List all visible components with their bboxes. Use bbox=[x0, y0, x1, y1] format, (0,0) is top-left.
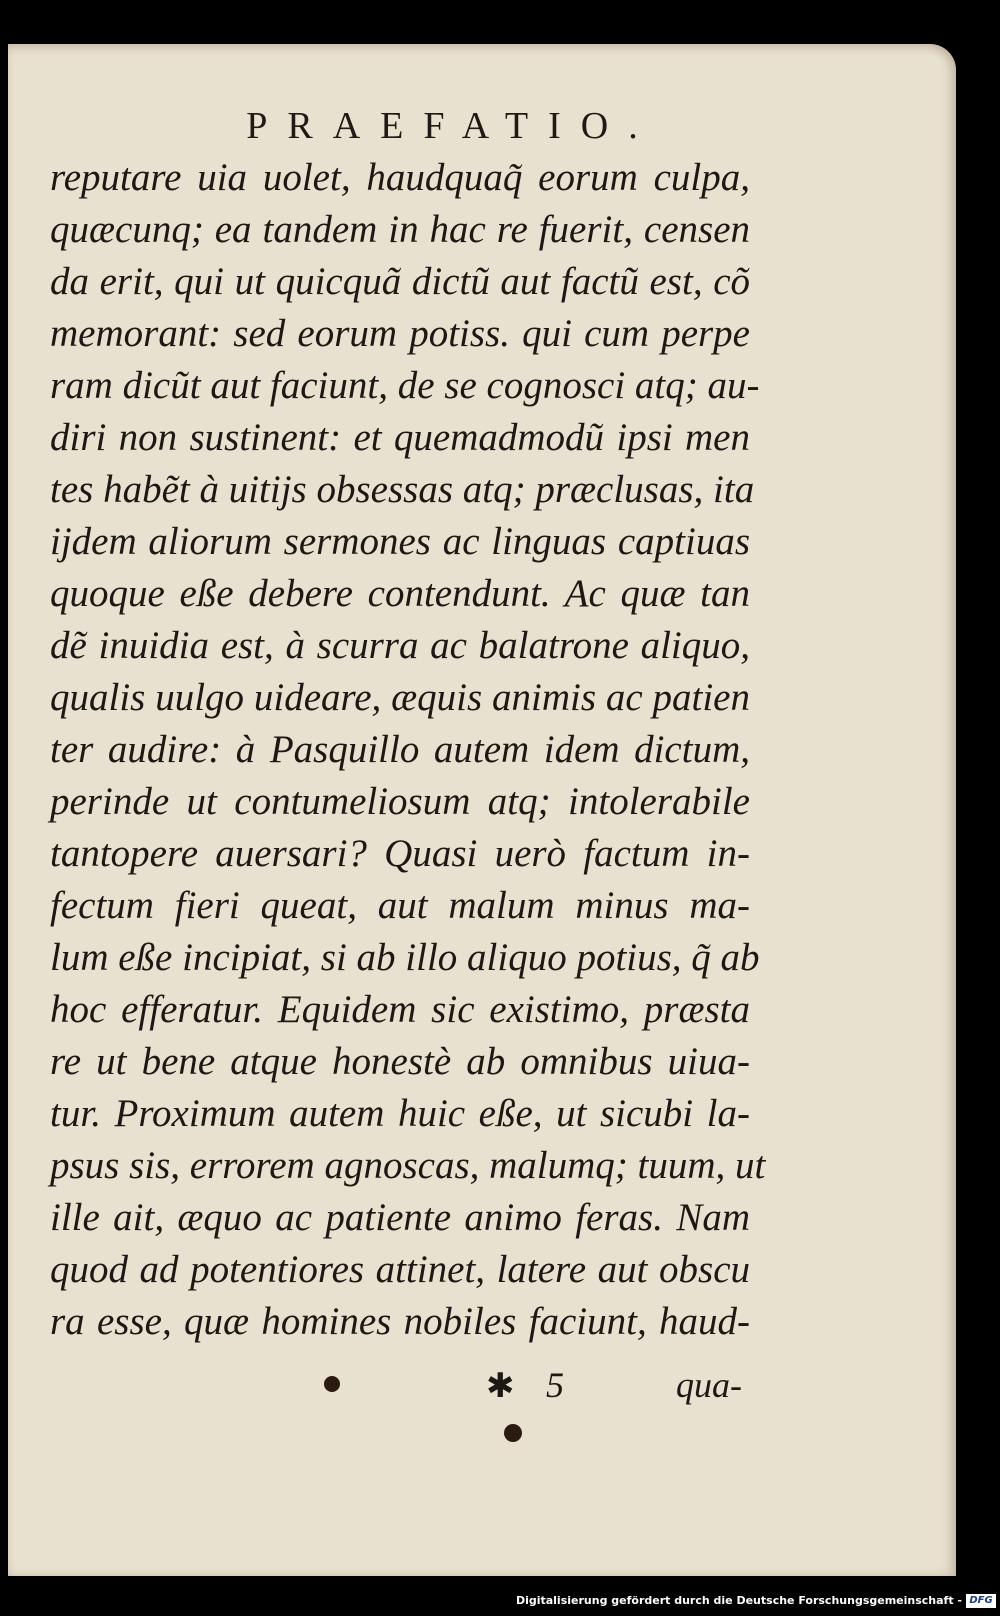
ink-dot bbox=[324, 1376, 340, 1392]
body-text bbox=[50, 152, 766, 1348]
book-page bbox=[8, 44, 956, 1576]
text-line: ijdem aliorum sermones ac linguas captiuas bbox=[50, 520, 750, 563]
text-line: lum eße incipiat, si ab illo aliquo potius, q̃ ab bbox=[50, 936, 760, 979]
text-line: tantopere auersari? Quasi uerò factum in- bbox=[50, 832, 750, 875]
signature-mark: ✱ bbox=[486, 1368, 515, 1405]
catchword: qua- bbox=[676, 1365, 742, 1405]
text-line: quoque eße debere contendunt. Ac quæ tan bbox=[50, 572, 750, 615]
text-line: quæcunq; ea tandem in hac re fuerit, censen bbox=[50, 208, 750, 251]
text-line: tur. Proximum autem huic eße, ut sicubi la- bbox=[50, 1092, 750, 1135]
text-line: re ut bene atque honestè ab omnibus uiua- bbox=[50, 1040, 750, 1083]
text-line: memorant: sed eorum potiss. qui cum perpe bbox=[50, 312, 750, 355]
text-line: reputare uia uolet, haudquaq̃ eorum culpa, bbox=[50, 156, 750, 199]
text-line: ram dicũt aut faciunt, de se cognosci atq; au- bbox=[50, 364, 760, 407]
text-line: ra esse, quæ homines nobiles faciunt, haud- bbox=[50, 1300, 750, 1343]
text-line: ille ait, æquo ac patiente animo feras. Nam bbox=[50, 1196, 750, 1239]
text-line: diri non sustinent: et quemadmodũ ipsi men bbox=[50, 416, 750, 459]
text-line: quod ad potentiores attinet, latere aut obscu bbox=[50, 1248, 750, 1291]
dfg-logo: DFG bbox=[966, 1594, 996, 1608]
text-line: ter audire: à Pasquillo autem idem dictum, bbox=[50, 728, 750, 771]
text-line: psus sis, errorem agnoscas, malumq; tuum, ut bbox=[50, 1144, 766, 1187]
text-line: perinde ut contumeliosum atq; intolerabile bbox=[50, 780, 750, 823]
credit-bar bbox=[0, 1590, 1000, 1616]
text-line: dẽ inuidia est, à scurra ac balatrone aliquo, bbox=[50, 624, 750, 667]
text-line: tes habẽt à uitijs obsessas atq; præclusas, ita bbox=[50, 468, 755, 511]
ink-dot bbox=[504, 1424, 522, 1442]
funding-credit: Digitalisierung gefördert durch die Deutsche Forschungsgemeinschaft - bbox=[515, 1594, 962, 1607]
page-footer bbox=[8, 1362, 956, 1422]
text-line: fectum fieri queat, aut malum minus ma- bbox=[50, 884, 750, 927]
text-line: da erit, qui ut quicquã dictũ aut factũ est, cõ bbox=[50, 260, 750, 303]
text-line: qualis uulgo uideare, æquis animis ac patien bbox=[50, 676, 750, 719]
signature-number: 5 bbox=[546, 1365, 564, 1405]
text-line: hoc efferatur. Equidem sic existimo, præsta bbox=[50, 988, 750, 1031]
running-header: PRAEFATIO. bbox=[246, 105, 658, 147]
